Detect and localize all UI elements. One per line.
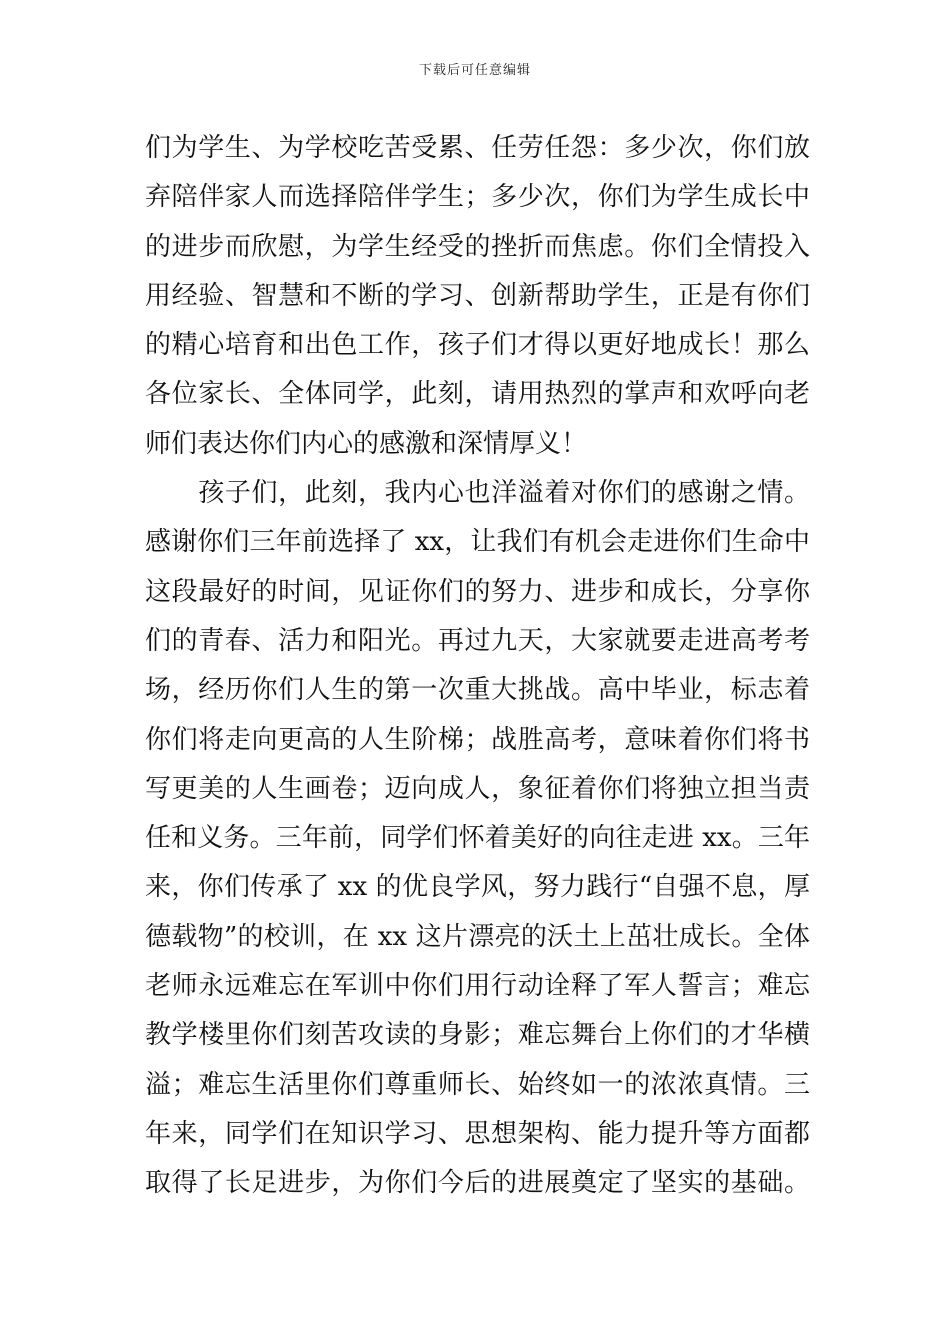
text-line: 师们表达你们内心的感激和深情厚义！	[145, 428, 588, 459]
text-line: 任和义务。三年前，同学们怀着美好的向往走进 xx。三年	[145, 823, 810, 854]
text-line: 弃陪伴家人而选择陪伴学生；多少次，你们为学生成长中	[145, 182, 810, 213]
text-line: 年来，同学们在知识学习、思想架构、能力提升等方面都	[145, 1118, 810, 1149]
document-body	[145, 124, 810, 1209]
page-header-note: 下载后可任意编辑	[418, 63, 531, 78]
text-line: 们的青春、活力和阳光。再过九天，大家就要走进高考考	[145, 625, 810, 656]
text-line: 的精心培育和出色工作，孩子们才得以更好地成长！那么	[145, 330, 810, 361]
text-line: 德载物”的校训，在 xx 这片漂亮的沃土上茁壮成长。全体	[145, 921, 810, 952]
text-line: 的进步而欣慰，为学生经受的挫折而焦虑。你们全情投入	[145, 231, 810, 262]
text-line: 各位家长、全体同学，此刻，请用热烈的掌声和欢呼向老	[145, 379, 810, 410]
text-line: 孩子们，此刻，我内心也洋溢着对你们的感谢之情。	[145, 478, 810, 509]
text-line: 写更美的人生画卷；迈向成人，象征着你们将独立担当责	[145, 773, 810, 804]
text-line: 这段最好的时间，见证你们的努力、进步和成长，分享你	[145, 576, 810, 607]
text-line: 用经验、智慧和不断的学习、创新帮助学生，正是有你们	[145, 280, 810, 311]
text-line: 老师永远难忘在军训中你们用行动诠释了军人誓言；难忘	[145, 971, 810, 1002]
text-line: 取得了长足进步，为你们今后的进展奠定了坚实的基础。	[145, 1168, 810, 1199]
text-line: 教学楼里你们刻苦攻读的身影；难忘舞台上你们的才华横	[145, 1020, 810, 1051]
text-line: 场，经历你们人生的第一次重大挑战。高中毕业，标志着	[145, 675, 810, 706]
text-line: 们为学生、为学校吃苦受累、任劳任怨：多少次，你们放	[145, 133, 810, 163]
text-line: 感谢你们三年前选择了 xx，让我们有机会走进你们生命中	[145, 527, 810, 558]
text-line: 你们将走向更高的人生阶梯；战胜高考，意味着你们将书	[145, 724, 810, 755]
text-line: 溢；难忘生活里你们尊重师长、始终如一的浓浓真情。三	[145, 1069, 810, 1100]
text-line: 来，你们传承了 xx 的优良学风，努力践行“自强不息，厚	[145, 872, 810, 903]
